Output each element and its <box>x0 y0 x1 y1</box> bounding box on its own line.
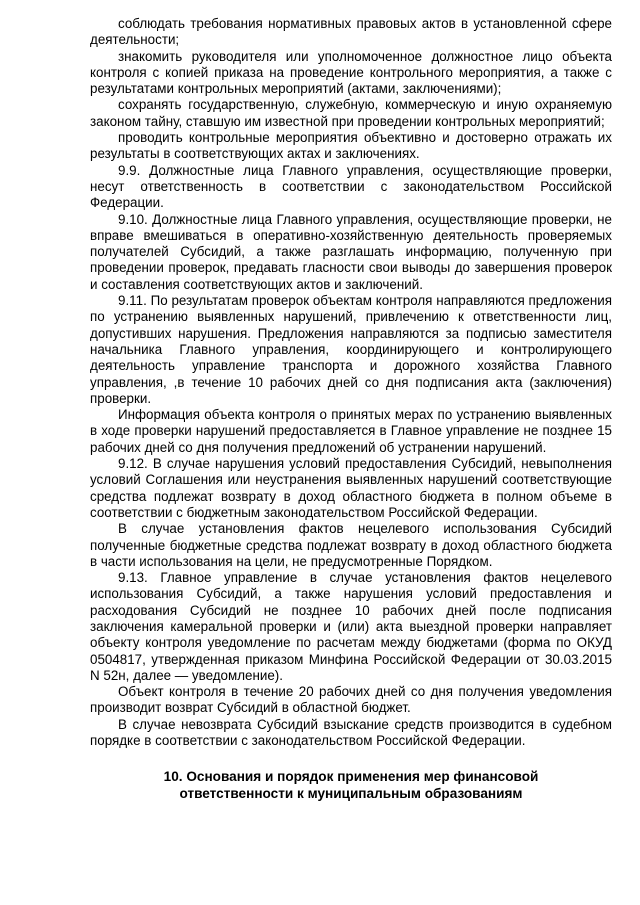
paragraph: В случае установления фактов нецелевого использования Субсидий полученные бюджетные средства подлежат возврату в доход областного бюджета в части использования на цели, не предусмотренные Порядком. <box>90 521 612 569</box>
section-heading <box>90 769 612 802</box>
paragraph: знакомить руководителя или уполномоченное должностное лицо объекта контроля с копией приказа на проведение контрольного мероприятия, а также с результатами контрольных мероприятий (актами, заключениями); <box>90 48 612 97</box>
paragraph: Объект контроля в течение 20 рабочих дней со дня получения уведомления производит возврат Субсидий в областной бюджет. <box>90 684 612 716</box>
section-heading-line-2: ответственности к муниципальным образованиям <box>179 785 523 801</box>
paragraph: 9.11. По результатам проверок объектам контроля направляются предложения по устранению выявленных нарушений, привлечению к ответственности лиц, допустивших нарушения. Предложения направляются за подписью заместителя начальника Главного управления, координирующего и контролирующего деятельность управление транспорта и дорожного хозяйства Главного управления, ,в течение 10 рабочих дней со дня подписания акта (заключения) проверки. <box>90 293 612 406</box>
paragraph: 9.12. В случае нарушения условий предоставления Субсидий, невыполнения условий Соглашения или неустранения выявленных нарушений соответствующие средства подлежат возврату в доход областного бюджета в полном объеме в соответствии с бюджетным законодательством Российской Федерации. <box>90 456 612 520</box>
paragraph: 9.13. Главное управление в случае установления фактов нецелевого использования Субсидий, а также нарушения условий предоставления и расходования Субсидий не позднее 10 рабочих дней после подписания заключения камеральной проверки и (или) акта выездной проверки направляет объекту контроля уведомление по расчетам между бюджетами (форма по ОКУД 0504817, утвержденная приказом Минфина Российской Федерации от 30.03.2015 N 52н, далее — уведомление). <box>90 570 612 683</box>
paragraph: Информация объекта контроля о принятых мерах по устранению выявленных в ходе проверки нарушений предоставляется в Главное управление не позднее 15 рабочих дней со дня получения предложений об устранении нарушений. <box>90 407 612 455</box>
paragraph: 9.10. Должностные лица Главного управления, осуществляющие проверки, не вправе вмешиваться в оперативно-хозяйственную деятельность проверяемых получателей Субсидий, а также разглашать информацию, полученную при проведении проверок, предавать гласности свои выводы до завершения проверок и составления соответствующих актов и заключений. <box>90 211 612 292</box>
section-heading-line-1: 10. Основания и порядок применения мер финансовой <box>163 769 539 785</box>
paragraph: В случае невозврата Субсидий взыскание средств производится в судебном порядке в соответствии с законодательством Российской Федерации. <box>90 716 612 749</box>
paragraph: соблюдать требования нормативных правовых актов в установленной сфере деятельности; <box>90 16 612 48</box>
paragraph: проводить контрольные мероприятия объективно и достоверно отражать их результаты в соответствующих актах и заключениях. <box>90 130 612 162</box>
paragraph: 9.9. Должностные лица Главного управления, осуществляющие проверки, несут ответственность в соответствии с законодательством Российской Федерации. <box>90 162 612 211</box>
paragraph: сохранять государственную, служебную, коммерческую и иную охраняемую законом тайну, ставшую им известной при проведении контрольных мероприятий; <box>90 97 612 129</box>
